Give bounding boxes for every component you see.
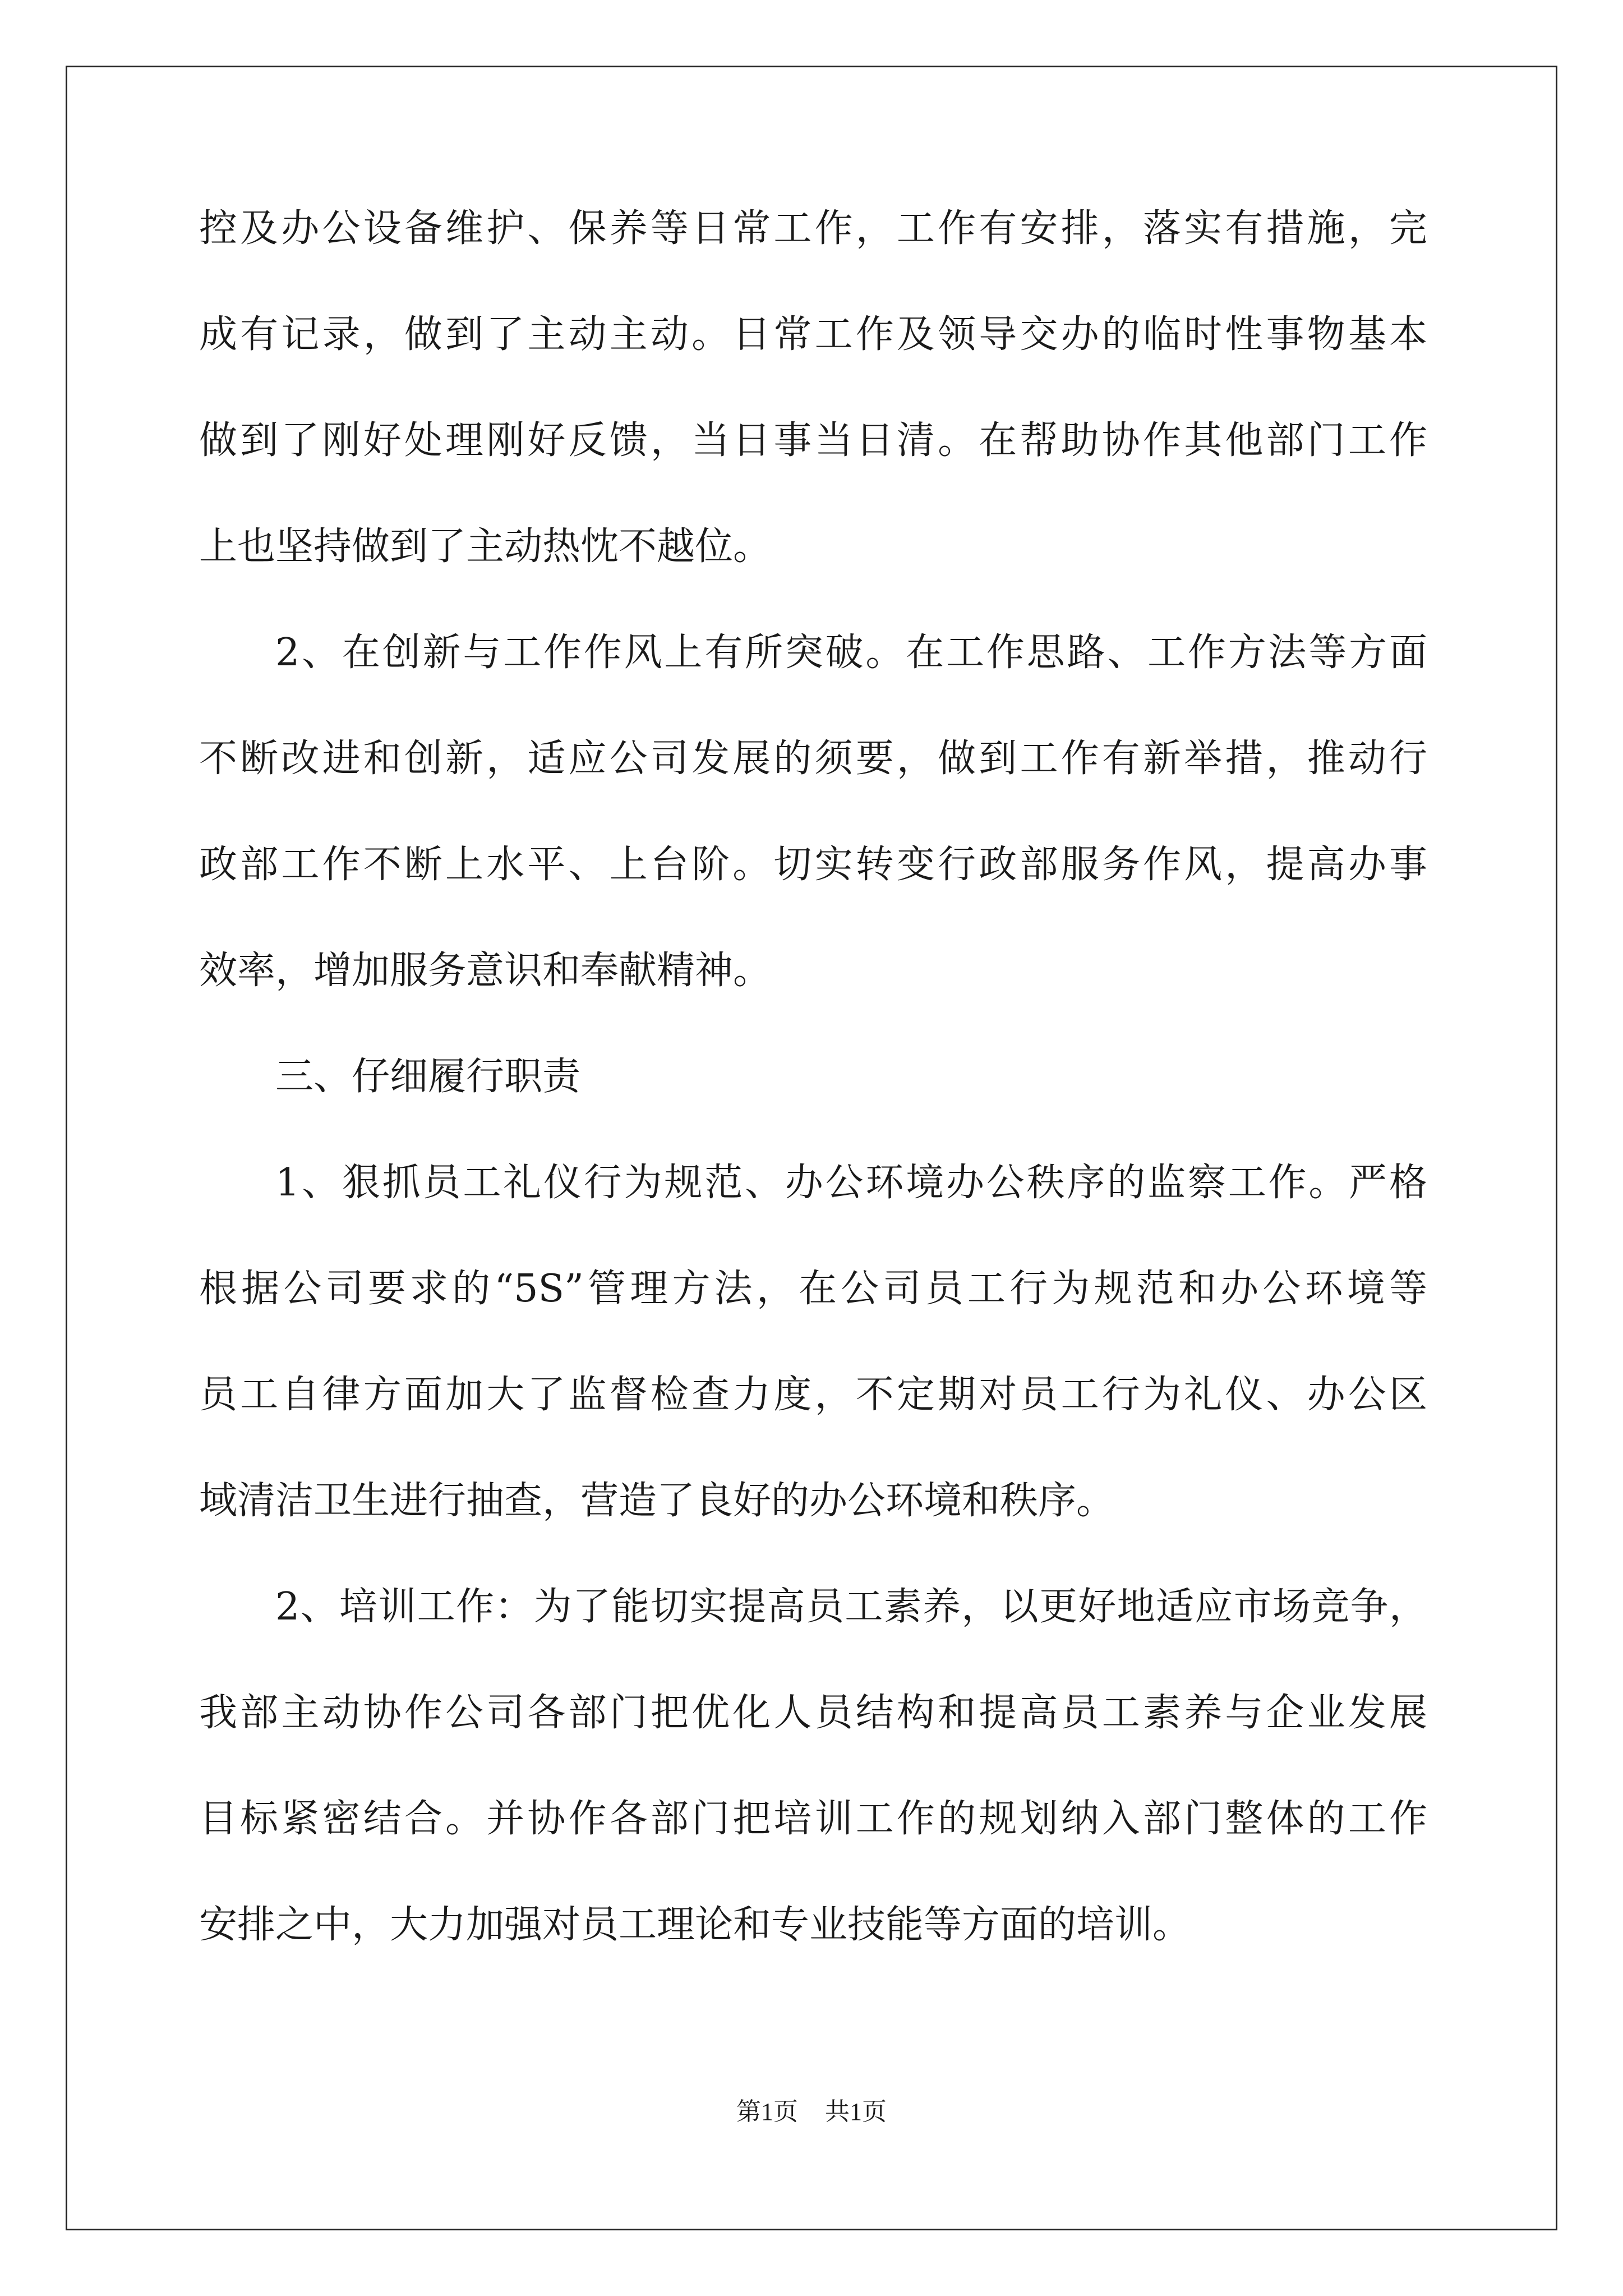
paragraph-line: 根据公司要求的“5S”管理方法，在公司员工行为规范和办公环境等 (199, 1267, 1427, 1311)
paragraph-line: 做到了刚好处理刚好反馈，当日事当日清。在帮助协作其他部门工作 (199, 418, 1427, 463)
paragraph-line: 域清洁卫生进行抽查，营造了良好的办公环境和秩序。 (199, 1479, 1115, 1523)
section-heading: 三、仔细履行职责 (275, 1055, 581, 1099)
paragraph-line: 1、狠抓员工礼仪行为规范、办公环境办公秩序的监察工作。严格 (275, 1161, 1427, 1205)
page-footer (0, 2095, 1623, 2129)
paragraph-line: 2、培训工作：为了能切实提高员工素养，以更好地适应市场竞争， (275, 1585, 1427, 1629)
paragraph-line: 政部工作不断上水平、上台阶。切实转变行政部服务作风，提高办事 (199, 843, 1427, 887)
paragraph-line: 上也坚持做到了主动热忱不越位。 (199, 524, 772, 569)
paragraph-line: 控及办公设备维护、保养等日常工作，工作有安排，落实有措施，完 (199, 206, 1427, 251)
page-number-current: 第1页 (736, 2098, 798, 2125)
paragraph-line: 成有记录，做到了主动主动。日常工作及领导交办的临时性事物基本 (199, 312, 1427, 357)
paragraph-line: 我部主动协作公司各部门把优化人员结构和提高员工素养与企业发展 (199, 1691, 1427, 1735)
paragraph-line: 目标紧密结合。并协作各部门把培训工作的规划纳入部门整体的工作 (199, 1797, 1427, 1841)
page-number-total: 共1页 (825, 2098, 887, 2125)
document-body (199, 202, 1427, 2004)
paragraph-line: 安排之中，大力加强对员工理论和专业技能等方面的培训。 (199, 1903, 1191, 1947)
paragraph-line: 员工自律方面加大了监督检查力度，不定期对员工行为礼仪、办公区 (199, 1373, 1427, 1417)
paragraph-line: 2、在创新与工作作风上有所突破。在工作思路、工作方法等方面 (275, 631, 1427, 675)
paragraph-line: 效率，增加服务意识和奉献精神。 (199, 949, 772, 993)
paragraph-line: 不断改进和创新，适应公司发展的须要，做到工作有新举措，推动行 (199, 737, 1427, 781)
